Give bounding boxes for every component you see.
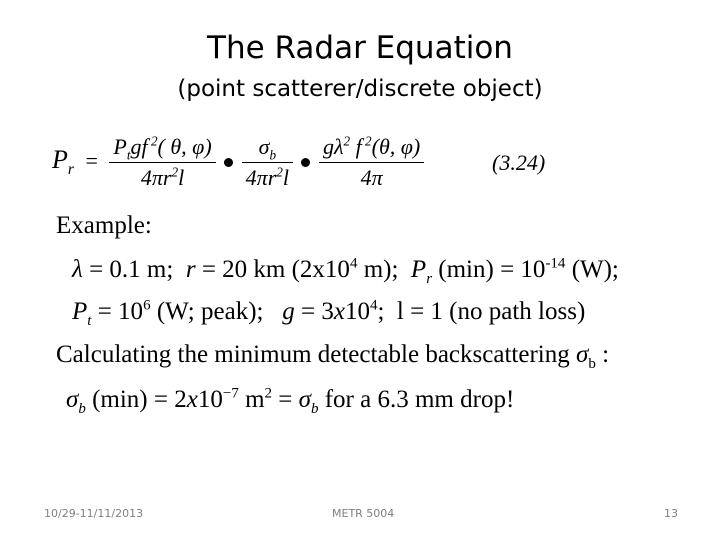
equation-equals: = [85, 147, 98, 173]
example-line-2: $P_t = 10^6$ (W; peak); $g = 3x10^4$; l = 1 (no path loss) [72, 297, 586, 329]
radar-equation [52, 134, 424, 191]
example-line-3: Calculating the minimum detectable backscattering $\sigma_b$ : [56, 341, 610, 372]
slide-subtitle: (point scatterer/discrete object) [177, 76, 543, 102]
footer-date: 10/29-11/11/2013 [44, 507, 144, 520]
slide-title: The Radar Equation [207, 30, 513, 66]
example-heading: Example: [56, 212, 152, 239]
multiply-dot-2 [301, 158, 310, 167]
fraction-receive: $\frac{g\lambda^2 f ^2(\theta, \varphi)}{4\pi}$ [319, 134, 424, 191]
equation-number: (3.24) [492, 150, 546, 175]
equation-lhs: $P_r$ [52, 144, 74, 178]
example-line-1: λ = 0.1 m; r = 20 km ($2x10^4$ m); $P_r$ $(\min) = 10^{-14}$ (W); [72, 255, 619, 287]
footer-page-number: 13 [664, 507, 678, 520]
footer-course: METR 5004 [332, 507, 395, 520]
example-line-4: $\sigma_b$ $(\min) = 2x10^{-7}$ $m^2 = \sigma_b$ for a 6.3 mm drop! [66, 385, 515, 417]
fraction-transmit: $\frac{P_tgf ^2( \theta, \varphi)}{4\pi r^2l}$ [109, 134, 215, 191]
multiply-dot-1 [224, 158, 233, 167]
fraction-target: $\frac{\sigma_b}{4\pi r^2l}$ [242, 134, 293, 191]
